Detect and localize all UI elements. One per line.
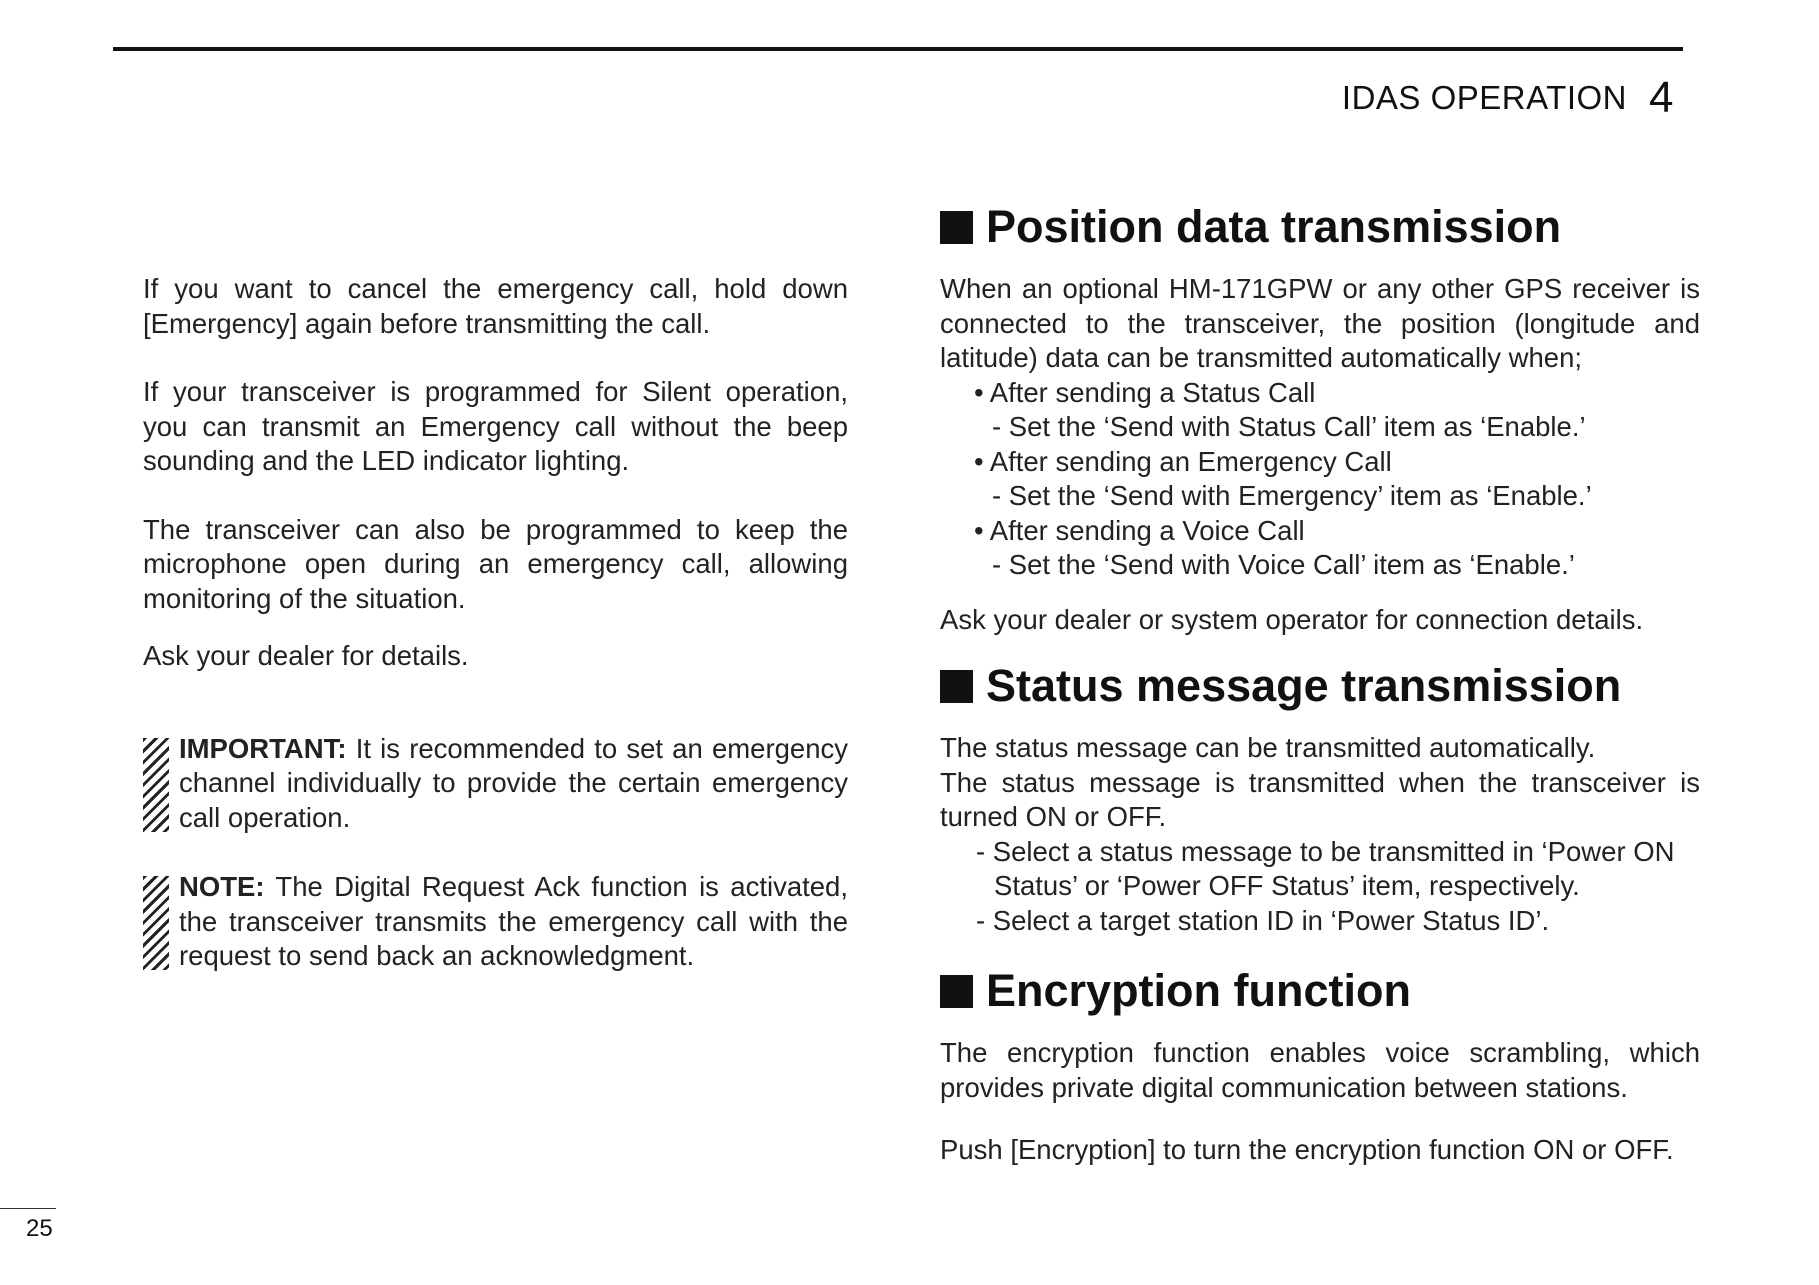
monitoring-paragraph: The transceiver can also be programmed to keep the microphone open during an emergency call, allowing monitoring of the situation. [143,513,848,614]
note-text: NOTE: The Digital Request Ack function is activated, the transceiver transmits the emergency call with the request to send back an acknowledgment. [179,871,848,971]
important-label: IMPORTANT: [179,732,347,764]
note-hatch-icon [143,876,169,970]
list-item: • After sending a Voice Call [974,514,1305,546]
chapter-number: 4 [1649,73,1674,122]
page-number: 25 [26,1215,53,1242]
heading-square-icon [940,975,973,1008]
page-number-rule [0,1208,56,1209]
top-rule [113,47,1683,51]
page-header [1342,70,1674,120]
list-item: • After sending a Status Call [974,376,1316,408]
note-block [143,870,848,974]
encryption-heading: Encryption function [940,964,1700,1018]
list-subitem: - Set the ‘Send with Emergency’ item as ‘Enable.’ [992,480,1592,511]
position-heading: Position data transmission [940,200,1700,254]
list-item: - Select a status message to be transmitted in ‘Power ON [976,835,1675,867]
status-line-2: The status message is transmitted when the transceiver is turned ON or OFF. [940,766,1700,832]
silent-paragraph: If your transceiver is programmed for Silent operation, you can transmit an Emergency call without the beep sounding and the LED indicator lighting. [143,376,848,476]
heading-square-icon [940,670,973,703]
dealer-paragraph: Ask your dealer for details. [143,640,469,671]
important-text: IMPORTANT: It is recommended to set an emergency channel individually to provide the certain emergency call operation. [179,732,848,833]
position-intro: When an optional HM-171GPW or any other GPS receiver is connected to the transceiver, the position (longitude and latitude) data can be transmitted automatically when; [940,273,1700,373]
list-item: • After sending an Emergency Call [974,445,1392,477]
status-heading: Status message transmission [940,659,1700,713]
list-subitem: - Set the ‘Send with Voice Call’ item as ‘Enable.’ [992,549,1575,580]
header-title: IDAS OPERATION [1341,79,1628,116]
position-list [940,376,1700,583]
status-line-1: The status message can be transmitted automatically. [940,732,1596,763]
important-note [143,732,848,836]
right-column [940,200,1700,1168]
left-column [143,272,848,974]
note-label: NOTE: [179,871,265,902]
encryption-paragraph: The encryption function enables voice scrambling, which provides private digital communication between stations. [940,1037,1700,1103]
status-list [940,835,1700,939]
list-subitem: - Set the ‘Send with Status Call’ item as ‘Enable.’ [992,411,1586,442]
list-item: - Select a target station ID in ‘Power Status ID’. [976,904,1550,936]
caution-hatch-icon [143,738,169,832]
position-footer: Ask your dealer or system operator for connection details. [940,603,1644,635]
heading-square-icon [940,211,973,244]
cancel-paragraph: If you want to cancel the emergency call, hold down [Emergency] again before transmitting the call. [143,273,848,339]
list-item-continued: Status’ or ‘Power OFF Status’ item, respectively. [994,870,1580,901]
encryption-instruction: Push [Encryption] to turn the encryption function ON or OFF. [940,1134,1674,1165]
